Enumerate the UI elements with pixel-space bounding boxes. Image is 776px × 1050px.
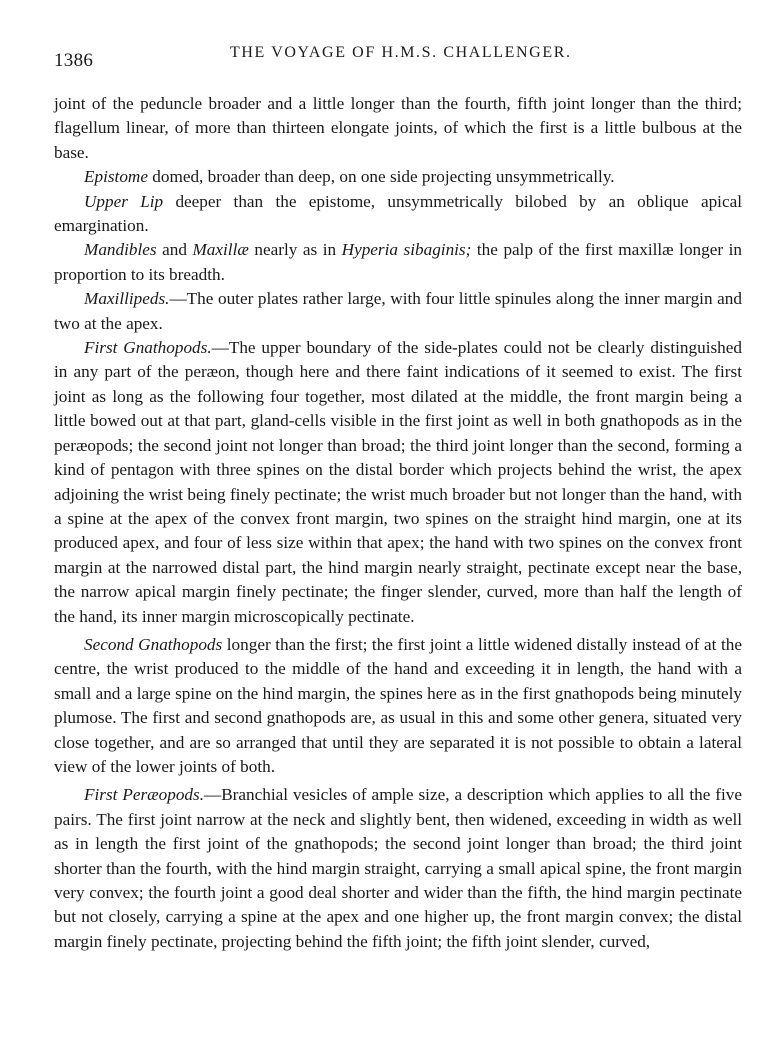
paragraph-text: —Branchial vesicles of ample size, a description which applies to all the five pairs. The first joint narrow at the neck and slightly bent, then widened, exceeding in width as well as in length the first joint of the gnathopods; the second joint longer than broad; the third joint shorter than the fourth, with the hind margin straight, carrying a small apical spine, the front margin very convex; the fourth joint a good deal shorter and wider than the fifth, the hind margin pectinate but not closely, carrying a spine at the apex and one higher up, the front margin convex; the distal margin finely pectinate, projecting behind the fifth joint; the fifth joint slender, curved, <box>54 785 742 951</box>
paragraph-term: Upper Lip <box>84 191 164 211</box>
paragraph-text: longer than the first; the first joint a little widened distally instead of at the centre, the wrist produced to the middle of the hand and exceeding it in length, the hand with a small and a large spine on the hind margin, the spines here as in the first gnathopods being minutely plumose. The first and second gnathopods are, as usual in this and some other genera, situated very close together, and are so arranged that until they are separated it is not possible to obtain a lateral view of the lower joints of both. <box>54 634 742 776</box>
paragraph-text: deeper than the epistome, unsymmetrically bilobed by an oblique apical emargination. <box>54 191 742 236</box>
paragraph-text: the palp of the first maxillæ longer in proportion to its breadth. <box>54 240 743 284</box>
body-text <box>54 92 742 954</box>
paragraph-first-gnathopods <box>54 336 742 629</box>
paragraph-term: Second Gnathopods <box>84 634 223 654</box>
paragraph-mandibles <box>54 238 742 287</box>
paragraph-second-gnathopods <box>54 633 742 779</box>
paragraph-text: —The outer plates rather large, with four little spinules along the inner margin and two at the apex. <box>54 289 742 333</box>
paragraph-term-2: Maxillæ <box>192 240 249 260</box>
species-name: Hyperia sibaginis; <box>341 240 472 260</box>
paragraph-first-peraeopods <box>54 783 742 954</box>
running-title: THE VOYAGE OF H.M.S. CHALLENGER. <box>230 44 572 61</box>
paragraph-continuation <box>54 92 742 165</box>
running-header <box>54 44 746 74</box>
paragraph-text: —The upper boundary of the side-plates could not be clearly distinguished in any part of the peræon, though here and there faint indications of it seemed to exist. The first joint as long as the following four together, most dilated at the middle, the front margin being a little bowed out at that part, gland-cells visible in the first joint as well in both gnathopods as in the peræopods; the second joint not longer than broad; the third joint longer than the second, forming a kind of pentagon with three spines on the distal border which projects behind the wrist, the apex adjoining the wrist being finely pectinate; the wrist much broader but not longer than the hand, with a spine at the apex of the convex front margin, two spines on the straight hind margin, one at its produced apex, and four of less size within that apex; the hand with two spines on the convex front margin at the narrowed distal part, the hind margin nearly straight, pectinate except near the base, the narrow apical margin finely pectinate; the finger slender, curved, more than half the length of the hand, its inner margin microscopically pectinate. <box>54 338 742 626</box>
paragraph-upper-lip <box>54 190 742 239</box>
paragraph-maxillipeds <box>54 287 742 336</box>
paragraph-epistome <box>54 165 742 189</box>
paragraph-connector-2: nearly as in <box>248 240 342 260</box>
paragraph-term: Mandibles <box>84 240 157 260</box>
page-number: 1386 <box>54 50 94 71</box>
paragraph-text: domed, broader than deep, on one side projecting unsymmetrically. <box>147 167 615 187</box>
paragraph-term: Maxillipeds. <box>84 289 170 309</box>
paragraph-term: First Peræopods. <box>84 785 205 805</box>
paragraph-term: First Gnathopods. <box>84 338 212 358</box>
paragraph-text: joint of the peduncle broader and a little longer than the fourth, fifth joint longer than the third; flagellum linear, of more than thirteen elongate joints, of which the first is a little bulbous at the base. <box>54 94 742 162</box>
paragraph-connector: and <box>156 240 193 260</box>
paragraph-term: Epistome <box>84 167 148 187</box>
